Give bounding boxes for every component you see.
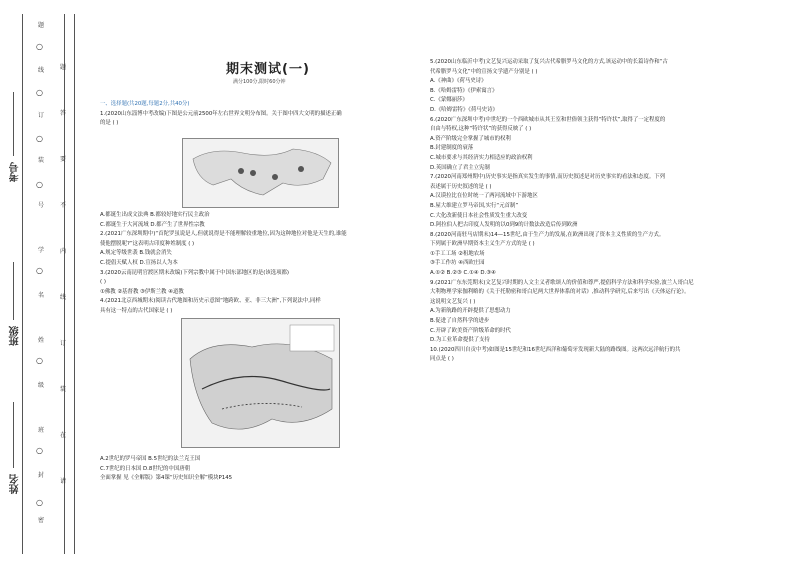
strip-char: 题 (38, 22, 45, 29)
option-line: A.2世纪的罗马帝国 B.5世纪的法兰克王国 (100, 456, 201, 462)
question-line: 表述属于历史叙述的是 ( ) (430, 183, 492, 190)
option-line: C.提倡天赋人权 D.宣扬以人为本 (100, 259, 178, 266)
option-line: A.①② B.②③ C.①④ D.③④ (430, 270, 496, 277)
option-line: B.促进了自然科学的进步 (430, 318, 490, 325)
strip-char: 名 (38, 292, 45, 299)
question-line: 使他摆脱呢?”这表明古印度种姓制度 ( ) (100, 240, 195, 247)
question-line: 自由与特权,这种“特许状”的获得反映了 ( ) (430, 126, 532, 133)
option-line: C.开辟了欧美资产阶级革命的时代 (430, 327, 511, 334)
option-line: D.阿拉伯人把古印度人发明的以0到9的计数法改造后传到欧洲 (430, 222, 578, 229)
margin-rule-left (22, 14, 23, 554)
strip-char: 答 (60, 110, 67, 117)
option-line: B.封建制度的衰落 (430, 145, 474, 152)
strip-char: 学 (38, 247, 45, 254)
question-line: 2.(2021广东深圳期中)“首陀罗虽说是人,但就说得是不能理解较重地位,因为这种地位对他是天生的,谁能 (100, 231, 347, 238)
question-line: 3.(2020云南昆明官渡区期末改编)下列宗教中属于中国东部地区的是(该选项都) (100, 269, 289, 276)
option-line: D.《哈姆雷特》《荷马史诗》 (430, 106, 498, 113)
option-line: ③手工作坊 ④西欧庄园 (430, 260, 485, 267)
strip-char: 不 (60, 202, 67, 209)
binding-hole: ○ (36, 88, 43, 97)
strip-char: 题 (60, 64, 67, 71)
world-map-graphic (183, 139, 338, 207)
question-line: 代希腊罗马文化”中的宣扬文学遗产分别是 ( ) (430, 68, 538, 75)
strip-char: 订 (38, 112, 45, 119)
option-line: B.《哈姆雷特》《伊索寓言》 (430, 87, 498, 94)
option-line: B.屋大维建立罗马帝国,实行“元首制” (430, 202, 519, 209)
question-line: 具有这一特点的古代国家是 ( ) (100, 307, 173, 314)
question-line: 5.(2020山东临沂中考)文艺复兴运动采取了复兴古代希腊罗马文化的方式,该运动中的长篇诗作和“古 (430, 59, 668, 65)
option-line: A.资产阶级完全掌握了城市的权利 (430, 135, 511, 142)
strip-char: 内 (60, 248, 67, 255)
option-line: A.规定等级世袭 B.钱就会消失 (100, 250, 172, 257)
option-line: A.汉谟拉比在位时统一了两河流域中下游地区 (430, 193, 538, 200)
alexander-empire-map (181, 318, 340, 448)
world-civilizations-map (182, 138, 339, 208)
strip-char: 封 (38, 472, 45, 479)
margin-rule-right (74, 14, 75, 554)
strip-char: 姓 (38, 337, 45, 344)
empire-map-graphic (182, 319, 339, 447)
option-line: D.英国确立了君主立宪制 (430, 164, 490, 171)
binding-hole: ○ (36, 134, 43, 143)
option-line: C.大化改新使日本社会性质发生重大改变 (430, 212, 528, 219)
question-line: 下列属于欧洲早期资本主义生产方式的是 ( ) (430, 241, 535, 248)
left-column-mid (100, 211, 347, 317)
strip-char: 号 (38, 202, 45, 209)
page-title: 期末测试(一) (226, 62, 310, 77)
option-line: D.为工业革命提供了支持 (430, 337, 490, 344)
strip-char: 要 (60, 156, 67, 163)
option-line: C.都诞生于大河流域 D.都产生了世界性宗教 (100, 221, 205, 228)
question-line: ( ) (100, 279, 106, 286)
left-column-top (100, 100, 342, 129)
right-column (430, 58, 694, 365)
question-line: 的是 ( ) (100, 120, 119, 127)
strip-char: 线 (60, 294, 67, 301)
reference-note: 全面掌握 见《全解版》第4课“历史知识全解”模块P145 (100, 475, 233, 482)
question-line: 8.(2020河南驻马店期末)14—15世纪,由于生产力的发展,在欧洲出现了资本主义性质的生产方式。 (430, 231, 665, 238)
binding-hole: ○ (36, 266, 43, 275)
margin-rule-mid (64, 14, 65, 554)
question-line: 6.(2020广东深圳中考)中世纪的一个西欧城市从其王室和世俗领主获得“特许状”,取得了一定程度的 (430, 116, 666, 123)
binding-hole: ○ (36, 446, 43, 455)
section-heading: 一、选择题(共20题,每题2分,共40分) (100, 101, 190, 107)
binding-hole: ○ (36, 180, 43, 189)
option-line: C.《蒙娜丽莎》 (430, 97, 468, 104)
question-line: 9.(2021广东东莞期末)文艺复兴时期的人文主义者歌颂人的价值和尊严,提倡科学方法和科学实验,波兰人哥白尼 (430, 279, 694, 286)
option-line: A.《神曲》《荷马史诗》 (430, 78, 487, 85)
option-line: A.为新航路的开辟提供了思想动力 (430, 308, 511, 315)
left-column-bottom (100, 455, 232, 484)
question-line: 这说明文艺复兴 ( ) (430, 298, 476, 305)
question-line: 同点是 ( ) (430, 356, 454, 363)
binding-hole: ○ (36, 42, 43, 51)
name-field[interactable] (13, 402, 14, 468)
option-line: A.都诞生出成文法典 B.都较好地实行民主政治 (100, 212, 210, 218)
strip-char: 班 (38, 427, 45, 434)
exam-number-field[interactable] (13, 92, 14, 156)
name-label: 姓名 (10, 474, 21, 494)
page-subtitle: 满分100分,限时60分钟 (233, 79, 286, 85)
option-line: ①佛教 ②基督教 ③伊斯兰教 ④道教 (100, 288, 184, 295)
strip-char: 请 (60, 478, 67, 485)
binding-hole: ○ (36, 356, 43, 365)
class-label: 班级 (10, 326, 21, 346)
strip-char: 在 (60, 432, 67, 439)
binding-hole: ○ (36, 498, 43, 507)
strip-char: 密 (38, 517, 45, 524)
question-line: 7.(2020河南郑州期中)历史事实是指真实发生的事情,而历史叙述是对历史事实的看法和态度。下列 (430, 174, 666, 181)
strip-char: 装 (60, 386, 67, 393)
strip-char: 级 (38, 382, 45, 389)
exam-number-label: 考号 (10, 162, 21, 182)
class-field[interactable] (13, 262, 14, 320)
option-line: ①手工工场 ②租地农场 (430, 250, 485, 257)
strip-char: 装 (38, 157, 45, 164)
option-line: C.城市要求与其经济实力相适应的政治权利 (430, 154, 533, 161)
question-line: 大利物理学家伽利略的《关于托勒密和哥白尼两大世界体系的对话》,推动科学研究,后来写出《天体运行论》。 (430, 289, 690, 296)
question-line: 10.(2020四川自贡中考)如图是15世纪和16世纪西洋和葡萄牙发现新大陆的路线图。这两次远洋航行的共 (430, 346, 681, 353)
question-line: 1.(2020山东淄博中考改编)下图是公元前2500年左右世界文明分布图。关于图中四大文明的描述正确 (100, 110, 342, 117)
strip-char: 线 (38, 67, 45, 74)
strip-char: 订 (60, 340, 67, 347)
question-line: 4.(2021北京西城期末)阅读古代地图和历史示意图“地跨欧、亚、非三大洲”,下列说法中,同样 (100, 298, 321, 305)
option-line: C.7世纪的日本国 D.8世纪的中国唐朝 (100, 465, 190, 472)
